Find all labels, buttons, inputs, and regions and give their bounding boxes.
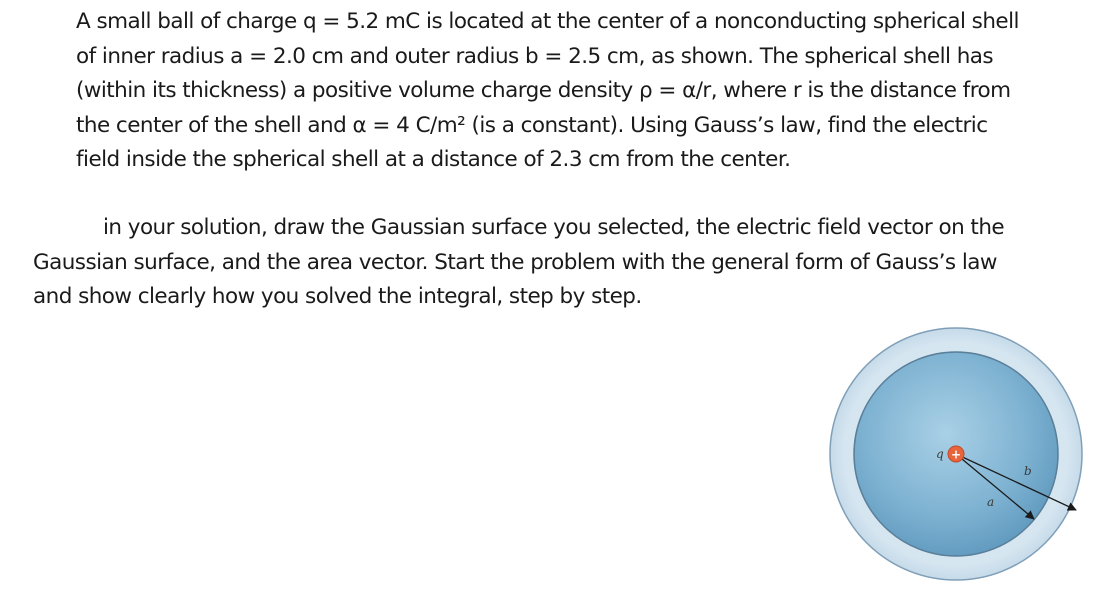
problem-line: (within its thickness) a positive volume charge density ρ = α/r, where r is the distance from: [76, 78, 1011, 103]
outer-radius-label: b: [1024, 464, 1032, 478]
problem-line: the center of the shell and α = 4 C/m² (is a constant). Using Gauss’s law, find the electric: [76, 112, 988, 138]
instructions-line: in your solution, draw the Gaussian surface you selected, the electric field vector on the: [103, 215, 1005, 240]
problem-line: field inside the spherical shell at a distance of 2.3 cm from the center.: [76, 147, 791, 172]
shell-diagram: [825, 321, 1105, 601]
solution-instructions: [33, 211, 1004, 315]
charge-sign: +: [950, 447, 962, 462]
inner-radius-label: a: [987, 495, 995, 509]
instructions-line: Gaussian surface, and the area vector. Start the problem with the general form of Gauss’s law: [33, 249, 997, 275]
spherical-shell-figure: [825, 321, 1105, 601]
instructions-line: and show clearly how you solved the integral, step by step.: [33, 284, 642, 309]
problem-line: A small ball of charge q = 5.2 mC is located at the center of a nonconducting spherical shell: [76, 9, 1019, 34]
charge-label: q: [936, 447, 944, 461]
problem-statement: [76, 5, 1019, 178]
problem-line: of inner radius a = 2.0 cm and outer radius b = 2.5 cm, as shown. The spherical shell has: [76, 43, 994, 69]
